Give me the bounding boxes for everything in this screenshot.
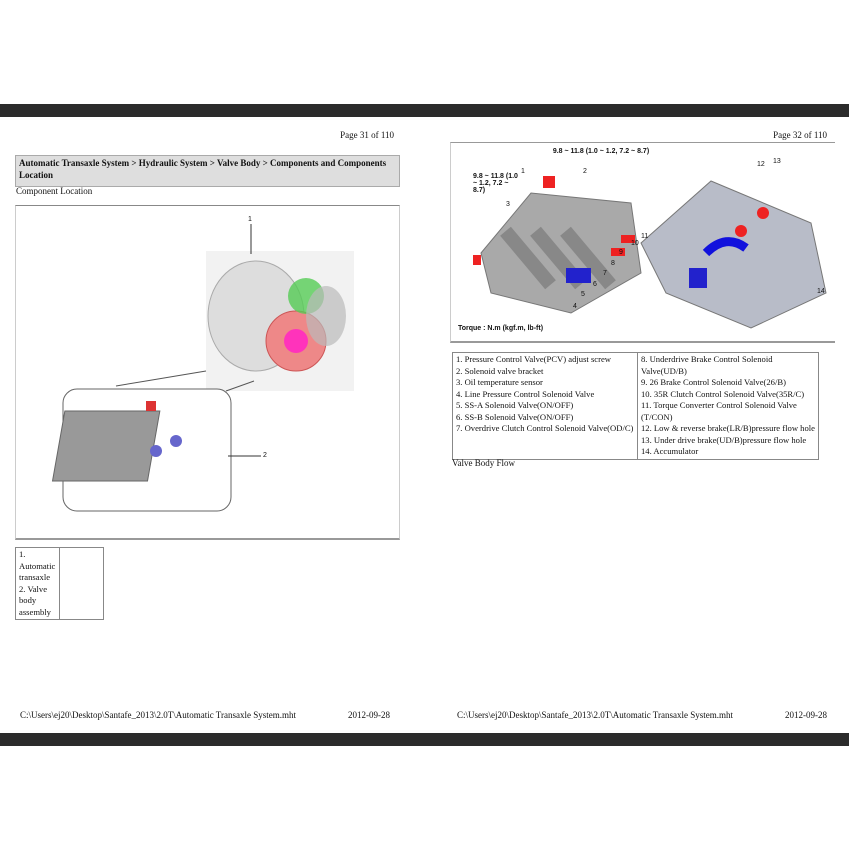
transaxle-illustration bbox=[16, 206, 399, 538]
legend-item: 12. Low & reverse brake(LR/B)pressure flow hole bbox=[641, 423, 815, 433]
bottom-bar bbox=[0, 733, 849, 746]
footer-date: 2012-09-28 bbox=[348, 710, 390, 720]
legend-item: 13. Under drive brake(UD/B)pressure flow hole bbox=[641, 434, 807, 445]
footer-path: C:\Users\ej20\Desktop\Santafe_2013\2.0T\Automatic Transaxle System.mht bbox=[20, 710, 296, 720]
callout-14: 14 bbox=[817, 288, 825, 295]
callout-2: 2 bbox=[583, 168, 587, 175]
top-bar bbox=[0, 104, 849, 117]
callout-13: 13 bbox=[773, 158, 781, 165]
legend-table bbox=[15, 547, 104, 620]
callout-10: 10 bbox=[631, 240, 639, 247]
torque-spec-top: 9.8 ~ 11.8 (1.0 ~ 1.2, 7.2 ~ 8.7) bbox=[552, 148, 650, 155]
legend-item: 14. Accumulator bbox=[641, 446, 699, 456]
legend-column-right bbox=[638, 353, 819, 460]
callout-8: 8 bbox=[611, 260, 615, 267]
breadcrumb: Automatic Transaxle System > Hydraulic System > Valve Body > Components and Components Location bbox=[15, 155, 400, 187]
component-location-figure bbox=[15, 205, 400, 540]
legend-table bbox=[452, 352, 819, 460]
legend-item: 5. SS-A Solenoid Valve(ON/OFF) bbox=[456, 400, 574, 410]
legend-cell: 1. Automatic transaxle 2. Valve body assembly bbox=[16, 548, 60, 620]
valve-body-figure bbox=[450, 142, 835, 343]
legend-item: 10. 35R Clutch Control Solenoid Valve(35R/C) bbox=[641, 388, 805, 399]
torque-unit: Torque : N.m (kgf.m, lb-ft) bbox=[458, 325, 544, 332]
footer-path: C:\Users\ej20\Desktop\Santafe_2013\2.0T\Automatic Transaxle System.mht bbox=[457, 710, 733, 720]
callout-4: 4 bbox=[573, 303, 577, 310]
callout-2: 2 bbox=[263, 452, 267, 459]
footer-date: 2012-09-28 bbox=[785, 710, 827, 720]
legend-item: 3. Oil temperature sensor bbox=[456, 377, 543, 387]
legend-column-left bbox=[453, 353, 638, 460]
callout-6: 6 bbox=[593, 281, 597, 288]
torque-spec-left: 9.8 ~ 11.8 (1.0 ~ 1.2, 7.2 ~ 8.7) bbox=[473, 173, 518, 194]
legend-item: 4. Line Pressure Control Solenoid Valve bbox=[456, 388, 595, 399]
callout-12: 12 bbox=[757, 161, 765, 168]
legend-item: 1. Pressure Control Valve(PCV) adjust screw bbox=[456, 354, 611, 364]
legend-item: 8. Underdrive Brake Control Solenoid Valve(UD/B) bbox=[641, 354, 773, 376]
callout-1: 1 bbox=[521, 168, 525, 175]
callout-1: 1 bbox=[248, 216, 252, 223]
section-title: Component Location bbox=[16, 186, 93, 196]
legend-item: 11. Torque Converter Control Solenoid Valve (T/CON) bbox=[641, 400, 797, 422]
callout-5: 5 bbox=[581, 291, 585, 298]
callout-3: 3 bbox=[506, 201, 510, 208]
callout-9: 9 bbox=[619, 249, 623, 256]
callout-7: 7 bbox=[603, 270, 607, 277]
page-number: Page 31 of 110 bbox=[340, 130, 394, 140]
legend-item: 9. 26 Brake Control Solenoid Valve(26/B) bbox=[641, 377, 786, 387]
page-number: Page 32 of 110 bbox=[773, 130, 827, 140]
legend-item: 2. Solenoid valve bracket bbox=[456, 365, 544, 376]
legend-item: 7. Overdrive Clutch Control Solenoid Valve(OD/C) bbox=[456, 423, 634, 433]
legend-item: 6. SS-B Solenoid Valve(ON/OFF) bbox=[456, 411, 574, 422]
section-title: Valve Body Flow bbox=[452, 458, 515, 468]
empty-cell bbox=[60, 548, 104, 620]
callout-11: 11 bbox=[641, 233, 649, 240]
